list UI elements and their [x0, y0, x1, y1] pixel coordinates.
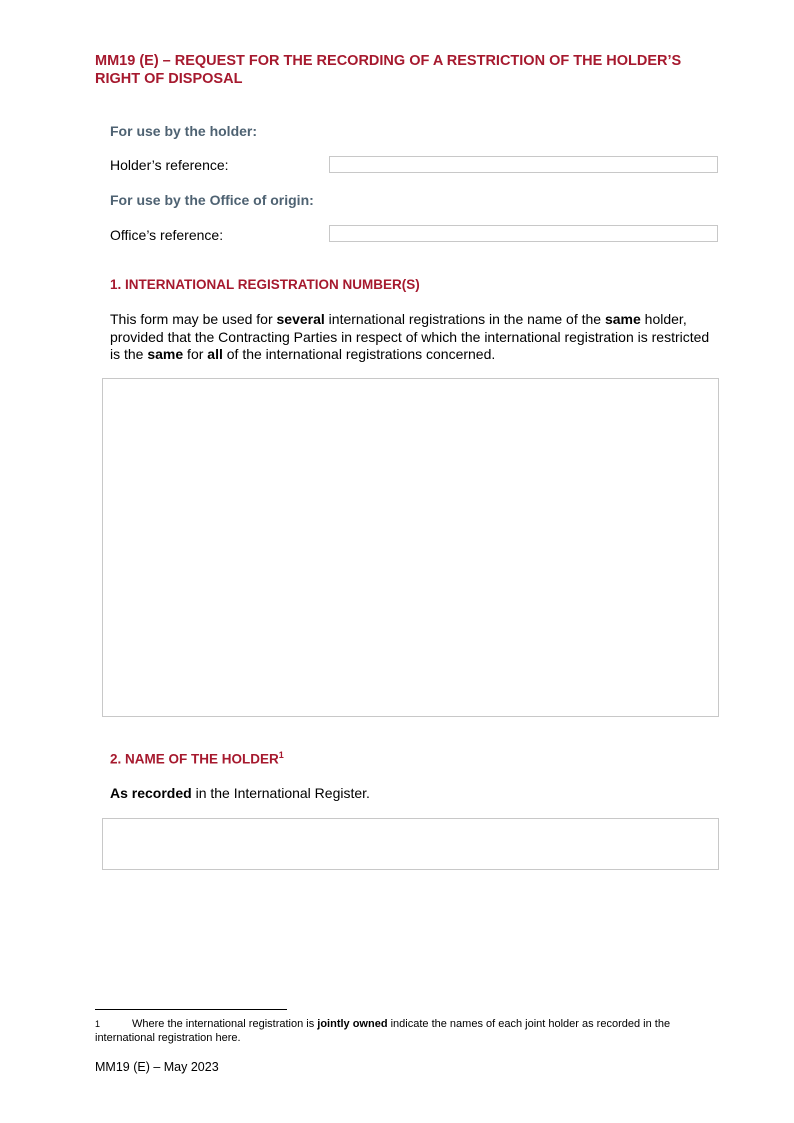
- section-2-heading: 2. NAME OF THE HOLDER$^1$: [110, 750, 284, 767]
- form-title: MM19 (E) – REQUEST FOR THE RECORDING OF A RESTRICTION OF THE HOLDER’S RIGHT OF DISPOSAL: [95, 53, 682, 87]
- footnote: 1 Where the international registration is jointly owned indicate the names of each joint holder as recorded in the international registration here.: [95, 1018, 671, 1044]
- holder-reference-label: Holder’s reference:: [110, 157, 229, 173]
- office-use-heading: For use by the Office of origin:: [110, 192, 314, 208]
- office-reference-label: Office’s reference:: [110, 227, 224, 243]
- holder-use-heading: For use by the holder:: [110, 123, 258, 139]
- office-reference-input[interactable]: [329, 225, 718, 242]
- registration-numbers-field[interactable]: [102, 378, 719, 717]
- page-footer: MM19 (E) – May 2023: [95, 1060, 219, 1074]
- section-2-instructions: As recorded in the International Register.: [110, 785, 370, 801]
- footnote-separator: [95, 1009, 287, 1010]
- footnote-number: 1: [95, 1019, 101, 1029]
- holder-reference-input[interactable]: [329, 156, 718, 173]
- footnote-reference[interactable]: 1: [278, 750, 284, 760]
- holder-name-field[interactable]: [102, 818, 719, 870]
- section-1-instructions: This form may be used for several international registrations in the name of the same holder, provided that the Contracting Parties in respect of which the international registration is restricted is the same for all of the international registrations concerned.: [110, 311, 710, 362]
- section-1-heading: 1. INTERNATIONAL REGISTRATION NUMBER(S): [110, 277, 420, 292]
